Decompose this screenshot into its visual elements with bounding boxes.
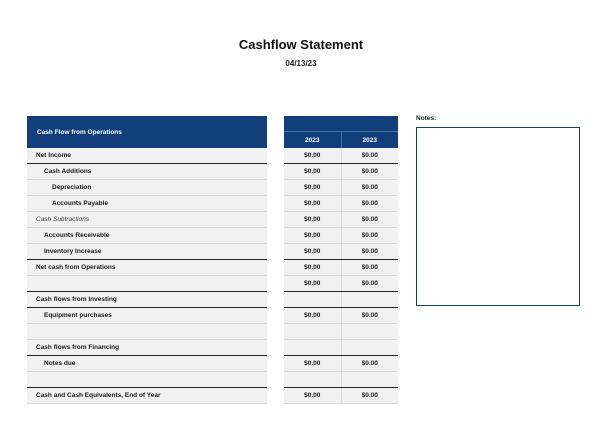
row-label-cash-additions: Cash Additions [27, 164, 267, 180]
table-row [284, 372, 398, 388]
page-title: Cashflow Statement [238, 37, 364, 52]
row-label-cash-subtractions: Cash Subtractions [27, 212, 267, 228]
value-cell[interactable] [284, 324, 342, 339]
table-row [284, 164, 398, 180]
value-cell[interactable]: $0.00 [284, 148, 342, 163]
value-cell[interactable]: $0.00 [284, 228, 342, 243]
value-cell[interactable] [342, 372, 399, 387]
table-row [284, 340, 398, 356]
row-label-inventory-increase: Inventory Increase [27, 244, 267, 260]
section-header: Cash Flow from Operations [27, 116, 267, 148]
row-label-accounts-payable: Accounts Payable [27, 196, 267, 212]
value-cell[interactable]: $0.00 [361, 184, 378, 191]
value-cell[interactable]: $0.00 [284, 212, 342, 227]
value-cell[interactable]: $0.00 [361, 264, 378, 271]
table-row [284, 244, 398, 260]
value-cell[interactable] [284, 372, 342, 387]
value-cell[interactable]: $0.00 [361, 152, 378, 159]
row-label-net-cash-operations: Net cash from Operations [27, 260, 267, 276]
table-row [284, 276, 398, 292]
table-row [284, 212, 398, 228]
row-label-notes-due: Notes due [27, 356, 267, 372]
table-row [284, 324, 398, 340]
value-cell[interactable] [342, 292, 399, 307]
table-row [284, 180, 398, 196]
value-cell[interactable]: $0.00 [361, 168, 378, 175]
value-cell[interactable]: $0.00 [284, 388, 342, 403]
value-cell[interactable]: $0.00 [284, 180, 342, 195]
notes-label: Notes: [416, 115, 437, 122]
row-label-accounts-receivable: Accounts Receivable [27, 228, 267, 244]
value-cell[interactable]: $0.00 [361, 360, 378, 367]
value-cell[interactable] [284, 292, 342, 307]
notes-textbox[interactable] [416, 127, 580, 306]
table-row [284, 148, 398, 164]
value-cell[interactable]: $0.00 [361, 248, 378, 255]
table-row [284, 196, 398, 212]
value-cell[interactable]: $0.00 [361, 232, 378, 239]
row-label-blank [27, 372, 267, 388]
table-row [284, 228, 398, 244]
values-header-top [284, 116, 398, 132]
row-label-blank [27, 324, 267, 340]
row-label-net-income: Net Income [27, 148, 267, 164]
row-label-cash-flows-financing: Cash flows from Financing [27, 340, 267, 356]
table-row [284, 388, 398, 404]
row-label-blank [27, 276, 267, 292]
value-cell[interactable]: $0.00 [284, 356, 342, 371]
value-cell[interactable]: $0.00 [361, 200, 378, 207]
row-label-cash-end-of-year: Cash and Cash Equivalents, End of Year [27, 388, 267, 404]
row-label-equipment-purchases: Equipment purchases [27, 308, 267, 324]
value-cell[interactable]: $0.00 [284, 276, 342, 291]
column-header-year: 2023 [362, 136, 377, 144]
value-cell[interactable]: $0.00 [361, 392, 378, 399]
table-row [284, 292, 398, 308]
table-row [284, 308, 398, 324]
row-label-cash-flows-investing: Cash flows from Investing [27, 292, 267, 308]
table-row [284, 356, 398, 372]
column-header-year: 2023 [284, 132, 342, 148]
value-cell[interactable]: $0.00 [361, 280, 378, 287]
row-label-depreciation: Depreciation [27, 180, 267, 196]
value-cell[interactable] [342, 340, 399, 355]
row-labels-column [27, 116, 267, 404]
value-cell[interactable]: $0.00 [361, 216, 378, 223]
value-cell[interactable] [284, 340, 342, 355]
value-cell[interactable] [342, 324, 399, 339]
values-header [284, 132, 398, 148]
value-cell[interactable]: $0.00 [284, 244, 342, 259]
value-cell[interactable]: $0.00 [284, 308, 342, 323]
value-cell[interactable]: $0.00 [284, 260, 342, 275]
values-column [284, 116, 398, 404]
value-cell[interactable]: $0.00 [284, 164, 342, 179]
statement-date: 04/13/23 [285, 59, 317, 68]
table-row [284, 260, 398, 276]
value-cell[interactable]: $0.00 [361, 312, 378, 319]
value-cell[interactable]: $0.00 [284, 196, 342, 211]
